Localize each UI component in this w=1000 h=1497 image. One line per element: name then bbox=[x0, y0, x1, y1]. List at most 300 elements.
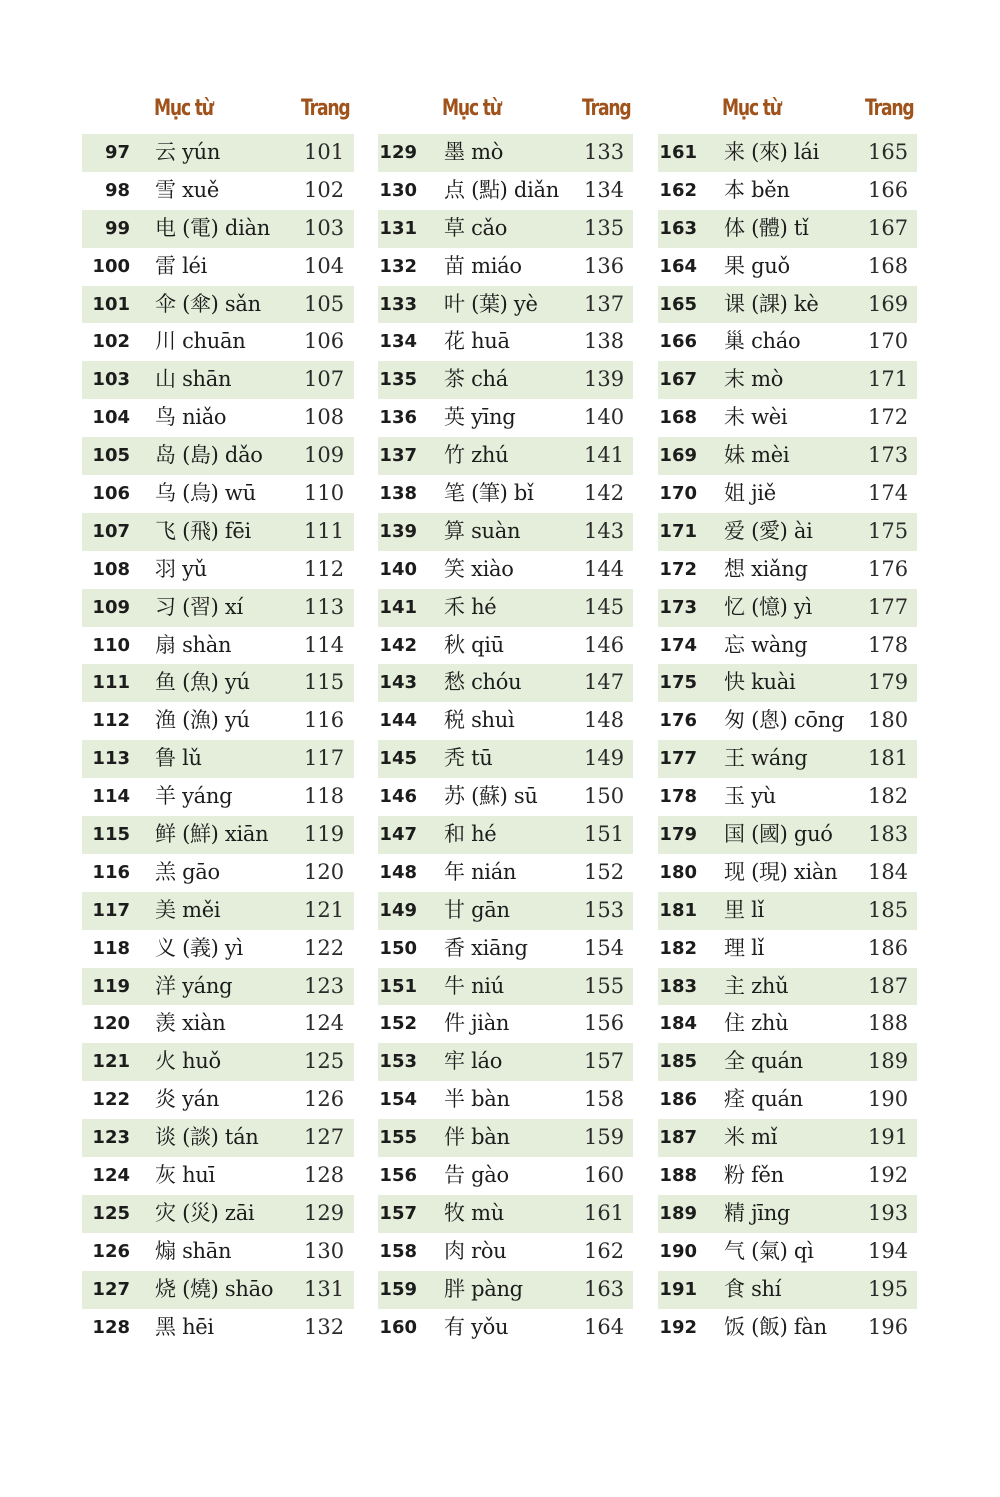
entry-number-cell bbox=[658, 1233, 697, 1271]
entry-page-number: 137 bbox=[584, 291, 625, 316]
entry-number-cell bbox=[658, 248, 697, 286]
entry-number: 118 bbox=[92, 937, 130, 959]
index-row bbox=[82, 778, 354, 816]
entry-page-number: 141 bbox=[584, 443, 625, 468]
entry-word: 习 (習) xí bbox=[155, 594, 243, 619]
entry-number: 186 bbox=[659, 1089, 697, 1111]
index-column-2 bbox=[378, 94, 633, 1347]
entry-word: 主 zhǔ bbox=[724, 973, 789, 998]
index-row bbox=[82, 968, 354, 1006]
entry-word: 渔 (漁) yú bbox=[155, 708, 250, 733]
entry-page-number: 180 bbox=[868, 708, 909, 733]
entry-word: 玉 yù bbox=[724, 784, 776, 809]
entry-page-number: 143 bbox=[584, 518, 625, 543]
entry-page-number: 185 bbox=[868, 897, 909, 922]
entry-number-cell bbox=[378, 589, 417, 627]
entry-word: 本 běn bbox=[724, 177, 790, 202]
entry-number-cell bbox=[658, 589, 697, 627]
entry-number: 187 bbox=[659, 1127, 697, 1149]
entry-word: 笑 xiào bbox=[444, 556, 514, 581]
index-row bbox=[378, 1309, 633, 1347]
index-row bbox=[658, 210, 917, 248]
index-row bbox=[82, 513, 354, 551]
entry-number-cell bbox=[378, 854, 417, 892]
entry-number: 166 bbox=[659, 331, 697, 353]
entry-number-cell bbox=[378, 1157, 417, 1195]
entry-page-number: 104 bbox=[304, 253, 345, 278]
entry-number: 129 bbox=[379, 142, 417, 163]
entry-word: 精 jīng bbox=[724, 1200, 791, 1225]
entry-number-cell bbox=[82, 854, 130, 892]
entry-number-cell bbox=[658, 475, 697, 513]
entry-number-cell bbox=[82, 778, 130, 816]
entry-number: 135 bbox=[379, 369, 417, 391]
entry-number: 130 bbox=[379, 179, 417, 201]
entry-number-cell bbox=[378, 361, 417, 399]
entry-word: 火 huǒ bbox=[155, 1049, 221, 1074]
header-entry-label: Mục từ bbox=[722, 96, 781, 121]
entry-page-number: 175 bbox=[868, 518, 909, 543]
entry-word: 扇 shàn bbox=[155, 632, 232, 657]
entry-number-cell bbox=[378, 323, 417, 361]
entry-page-number: 191 bbox=[868, 1125, 909, 1150]
entry-page-number: 174 bbox=[868, 481, 909, 506]
entry-page-number: 156 bbox=[584, 1011, 625, 1036]
entry-number-cell bbox=[378, 286, 417, 324]
entry-number-cell bbox=[658, 778, 697, 816]
entry-number-cell bbox=[82, 816, 130, 854]
entry-page-number: 158 bbox=[584, 1087, 625, 1112]
entry-number-cell bbox=[378, 1119, 417, 1157]
entry-page-number: 167 bbox=[868, 215, 909, 240]
entry-page-number: 138 bbox=[584, 329, 625, 354]
entry-number-cell bbox=[658, 286, 697, 324]
entry-number: 149 bbox=[379, 899, 417, 921]
entry-number-cell bbox=[82, 1233, 130, 1271]
entry-word: 痊 quán bbox=[724, 1087, 803, 1112]
entry-word: 年 nián bbox=[444, 859, 517, 884]
entry-number: 134 bbox=[379, 331, 417, 353]
entry-number: 140 bbox=[379, 558, 417, 580]
entry-word: 告 gào bbox=[444, 1163, 509, 1188]
entry-number-cell bbox=[658, 172, 697, 210]
entry-word: 黑 hēi bbox=[155, 1314, 214, 1339]
entry-number: 99 bbox=[104, 217, 130, 239]
index-row bbox=[658, 134, 917, 172]
index-row bbox=[658, 361, 917, 399]
entry-word: 炎 yán bbox=[155, 1087, 220, 1112]
index-row bbox=[658, 513, 917, 551]
entry-number: 117 bbox=[92, 899, 130, 921]
entry-number: 126 bbox=[92, 1240, 130, 1262]
entry-page-number: 160 bbox=[584, 1163, 625, 1188]
entry-word: 竹 zhú bbox=[444, 443, 509, 468]
entry-page-number: 161 bbox=[584, 1200, 625, 1225]
entry-number: 169 bbox=[659, 445, 697, 467]
entry-word: 现 (現) xiàn bbox=[724, 859, 838, 884]
index-row bbox=[82, 551, 354, 589]
entry-number: 146 bbox=[379, 786, 417, 808]
entry-page-number: 153 bbox=[584, 897, 625, 922]
entry-word: 笔 (筆) bǐ bbox=[444, 481, 534, 506]
entry-word: 云 yún bbox=[155, 140, 221, 164]
entry-page-number: 157 bbox=[584, 1049, 625, 1074]
index-row bbox=[658, 551, 917, 589]
entry-page-number: 118 bbox=[304, 784, 345, 809]
entry-page-number: 136 bbox=[584, 253, 625, 278]
entry-number-cell bbox=[82, 361, 130, 399]
entry-number-cell bbox=[658, 399, 697, 437]
entry-number: 191 bbox=[659, 1278, 697, 1300]
index-row bbox=[82, 172, 354, 210]
entry-number-cell bbox=[82, 930, 130, 968]
index-row bbox=[658, 968, 917, 1006]
entry-word: 来 (來) lái bbox=[724, 140, 819, 164]
entry-number: 123 bbox=[92, 1127, 130, 1149]
entry-word: 王 wáng bbox=[724, 746, 808, 771]
entry-number: 151 bbox=[379, 975, 417, 997]
index-row bbox=[658, 1119, 917, 1157]
entry-word: 愁 chóu bbox=[444, 670, 522, 695]
entry-number: 113 bbox=[92, 748, 130, 770]
entry-number: 101 bbox=[92, 293, 130, 315]
entry-page-number: 113 bbox=[304, 594, 345, 619]
entry-number-cell bbox=[658, 968, 697, 1006]
index-row bbox=[82, 323, 354, 361]
entry-number: 115 bbox=[92, 824, 130, 846]
entry-page-number: 169 bbox=[868, 291, 909, 316]
entry-number-cell bbox=[82, 437, 130, 475]
entry-number-cell bbox=[658, 664, 697, 702]
entry-number: 124 bbox=[92, 1165, 130, 1187]
entry-page-number: 159 bbox=[584, 1125, 625, 1150]
entry-word: 米 mǐ bbox=[724, 1125, 778, 1150]
entry-number-cell bbox=[378, 210, 417, 248]
index-row bbox=[658, 627, 917, 665]
index-row bbox=[82, 286, 354, 324]
index-row bbox=[378, 740, 633, 778]
entry-word: 鱼 (魚) yú bbox=[155, 670, 250, 695]
entry-page-number: 152 bbox=[584, 859, 625, 884]
entry-page-number: 135 bbox=[584, 215, 625, 240]
entry-number: 141 bbox=[379, 596, 417, 618]
entry-word: 雷 léi bbox=[155, 253, 208, 278]
entry-number: 133 bbox=[379, 293, 417, 315]
index-row bbox=[658, 1081, 917, 1119]
entry-number: 111 bbox=[92, 672, 130, 694]
entry-number: 153 bbox=[379, 1051, 417, 1073]
entry-number-cell bbox=[378, 1233, 417, 1271]
entry-number-cell bbox=[82, 589, 130, 627]
entry-number-cell bbox=[82, 1043, 130, 1081]
entry-word: 理 lǐ bbox=[724, 935, 764, 960]
entry-word: 香 xiāng bbox=[444, 935, 528, 960]
entry-page-number: 184 bbox=[868, 859, 909, 884]
entry-word: 秋 qiū bbox=[444, 632, 504, 657]
entry-number-cell bbox=[658, 134, 697, 172]
index-row bbox=[658, 172, 917, 210]
entry-word: 草 cǎo bbox=[444, 215, 508, 240]
entry-number-cell bbox=[82, 664, 130, 702]
index-row bbox=[658, 437, 917, 475]
entry-page-number: 110 bbox=[304, 481, 345, 506]
entry-word: 义 (義) yì bbox=[155, 935, 243, 960]
entry-number: 190 bbox=[659, 1240, 697, 1262]
entry-number-cell bbox=[658, 361, 697, 399]
index-row bbox=[378, 286, 633, 324]
index-row bbox=[658, 399, 917, 437]
entry-number: 164 bbox=[659, 255, 697, 277]
entry-word: 半 bàn bbox=[444, 1087, 510, 1112]
entry-number-cell bbox=[82, 1081, 130, 1119]
entry-number-cell bbox=[378, 1081, 417, 1119]
entry-number: 180 bbox=[659, 861, 697, 883]
index-row bbox=[658, 1271, 917, 1309]
entry-number-cell bbox=[82, 1309, 130, 1347]
entry-page-number: 107 bbox=[304, 367, 345, 392]
entry-word: 雪 xuě bbox=[155, 177, 219, 202]
entry-page-number: 133 bbox=[584, 140, 625, 164]
index-row bbox=[378, 361, 633, 399]
entry-number: 142 bbox=[379, 634, 417, 656]
index-row bbox=[378, 1043, 633, 1081]
entry-number-cell bbox=[658, 210, 697, 248]
entry-number: 137 bbox=[379, 445, 417, 467]
entry-number: 103 bbox=[92, 369, 130, 391]
entry-number-cell bbox=[82, 248, 130, 286]
entry-number: 100 bbox=[92, 255, 130, 277]
index-row bbox=[378, 892, 633, 930]
index-row bbox=[82, 930, 354, 968]
entry-number-cell bbox=[82, 892, 130, 930]
entry-page-number: 106 bbox=[304, 329, 345, 354]
column-header bbox=[378, 94, 633, 134]
column-header bbox=[82, 94, 354, 134]
entry-number-cell bbox=[82, 627, 130, 665]
index-row bbox=[378, 589, 633, 627]
entry-page-number: 119 bbox=[304, 822, 345, 847]
index-row bbox=[378, 134, 633, 172]
entry-word: 里 lǐ bbox=[724, 897, 764, 922]
entry-word: 美 měi bbox=[155, 897, 221, 922]
entry-number-cell bbox=[82, 134, 130, 172]
entry-page-number: 171 bbox=[868, 367, 909, 392]
entry-number-cell bbox=[658, 437, 697, 475]
entry-word: 苏 (蘇) sū bbox=[444, 784, 538, 809]
entry-number: 160 bbox=[379, 1316, 417, 1338]
entry-page-number: 155 bbox=[584, 973, 625, 998]
entry-number-cell bbox=[378, 892, 417, 930]
index-row bbox=[378, 210, 633, 248]
index-row bbox=[82, 134, 354, 172]
index-row bbox=[658, 475, 917, 513]
index-row bbox=[378, 1271, 633, 1309]
entry-page-number: 165 bbox=[868, 140, 909, 164]
entry-page-number: 147 bbox=[584, 670, 625, 695]
entry-number: 148 bbox=[379, 861, 417, 883]
index-row bbox=[658, 740, 917, 778]
entry-word: 胖 pàng bbox=[444, 1276, 523, 1301]
entry-number-cell bbox=[82, 1157, 130, 1195]
entry-page-number: 146 bbox=[584, 632, 625, 657]
entry-number: 119 bbox=[92, 975, 130, 997]
index-row bbox=[378, 248, 633, 286]
entry-page-number: 111 bbox=[304, 518, 345, 543]
index-row bbox=[658, 323, 917, 361]
entry-number-cell bbox=[658, 740, 697, 778]
entry-page-number: 102 bbox=[304, 177, 345, 202]
entry-number-cell bbox=[658, 1309, 697, 1347]
entry-word: 气 (氣) qì bbox=[724, 1238, 814, 1263]
entry-page-number: 148 bbox=[584, 708, 625, 733]
entry-page-number: 194 bbox=[868, 1238, 909, 1263]
entry-word: 妹 mèi bbox=[724, 443, 790, 468]
entry-page-number: 183 bbox=[868, 822, 909, 847]
entry-number: 162 bbox=[659, 179, 697, 201]
entry-word: 牧 mù bbox=[444, 1200, 504, 1225]
entry-word: 电 (電) diàn bbox=[155, 215, 270, 240]
entry-word: 苗 miáo bbox=[444, 253, 522, 278]
index-column-1 bbox=[82, 94, 354, 1347]
entry-number: 144 bbox=[379, 710, 417, 732]
entry-word: 点 (點) diǎn bbox=[444, 177, 559, 202]
index-row bbox=[82, 248, 354, 286]
entry-number-cell bbox=[82, 286, 130, 324]
entry-word: 件 jiàn bbox=[444, 1011, 510, 1036]
entry-number-cell bbox=[658, 1157, 697, 1195]
entry-page-number: 186 bbox=[868, 935, 909, 960]
entry-number-cell bbox=[378, 664, 417, 702]
index-row bbox=[658, 892, 917, 930]
entry-number: 131 bbox=[379, 217, 417, 239]
entry-number-cell bbox=[82, 210, 130, 248]
entry-word: 饭 (飯) fàn bbox=[724, 1314, 827, 1339]
entry-page-number: 114 bbox=[304, 632, 345, 657]
entry-word: 鲁 lǔ bbox=[155, 746, 202, 771]
index-row bbox=[658, 1157, 917, 1195]
index-row bbox=[658, 664, 917, 702]
index-row bbox=[378, 664, 633, 702]
entry-number-cell bbox=[658, 930, 697, 968]
entry-number-cell bbox=[378, 248, 417, 286]
index-row bbox=[82, 854, 354, 892]
entry-page-number: 163 bbox=[584, 1276, 625, 1301]
entry-word: 食 shí bbox=[724, 1276, 782, 1301]
entry-number: 136 bbox=[379, 407, 417, 429]
entry-number-cell bbox=[82, 968, 130, 1006]
entry-number: 168 bbox=[659, 407, 697, 429]
index-row bbox=[378, 968, 633, 1006]
entry-number-cell bbox=[378, 437, 417, 475]
entry-page-number: 126 bbox=[304, 1087, 345, 1112]
entry-page-number: 121 bbox=[304, 897, 345, 922]
entry-page-number: 103 bbox=[304, 215, 345, 240]
entry-word: 禾 hé bbox=[444, 594, 497, 619]
index-row bbox=[658, 1005, 917, 1043]
entry-page-number: 132 bbox=[304, 1314, 345, 1339]
entry-number: 163 bbox=[659, 217, 697, 239]
entry-number: 107 bbox=[92, 520, 130, 542]
index-row bbox=[82, 1195, 354, 1233]
entry-number: 150 bbox=[379, 937, 417, 959]
entry-number: 184 bbox=[659, 1013, 697, 1035]
entry-word: 果 guǒ bbox=[724, 253, 790, 278]
entry-page-number: 178 bbox=[868, 632, 909, 657]
index-row bbox=[658, 589, 917, 627]
entry-number-cell bbox=[82, 323, 130, 361]
entry-word: 肉 ròu bbox=[444, 1238, 507, 1263]
entry-word: 谈 (談) tán bbox=[155, 1125, 259, 1150]
index-row bbox=[378, 1081, 633, 1119]
header-entry-label: Mục từ bbox=[154, 96, 213, 121]
index-row bbox=[378, 437, 633, 475]
entry-word: 和 hé bbox=[444, 822, 497, 847]
entry-number: 158 bbox=[379, 1240, 417, 1262]
index-row bbox=[82, 589, 354, 627]
entry-word: 飞 (飛) fēi bbox=[155, 518, 251, 543]
index-row bbox=[378, 551, 633, 589]
entry-word: 洋 yáng bbox=[155, 973, 233, 998]
entry-number: 152 bbox=[379, 1013, 417, 1035]
entry-number: 181 bbox=[659, 899, 697, 921]
entry-word: 粉 fěn bbox=[724, 1163, 784, 1188]
entry-page-number: 129 bbox=[304, 1200, 345, 1225]
entry-number-cell bbox=[658, 551, 697, 589]
entry-page-number: 189 bbox=[868, 1049, 909, 1074]
index-row bbox=[378, 627, 633, 665]
index-row bbox=[82, 437, 354, 475]
entry-word: 秃 tū bbox=[444, 746, 493, 771]
index-row bbox=[378, 399, 633, 437]
entry-page-number: 130 bbox=[304, 1238, 345, 1263]
index-row bbox=[658, 702, 917, 740]
entry-word: 羽 yǔ bbox=[155, 556, 207, 581]
index-row bbox=[82, 740, 354, 778]
entry-number-cell bbox=[378, 740, 417, 778]
entry-page-number: 195 bbox=[868, 1276, 909, 1301]
index-row bbox=[82, 892, 354, 930]
entry-word: 想 xiǎng bbox=[724, 556, 808, 581]
column-header bbox=[658, 94, 917, 134]
entry-word: 花 huā bbox=[444, 329, 510, 354]
entry-number: 172 bbox=[659, 558, 697, 580]
entry-word: 牢 láo bbox=[444, 1049, 503, 1074]
entry-number-cell bbox=[82, 513, 130, 551]
entry-number: 170 bbox=[659, 483, 697, 505]
entry-word: 忘 wàng bbox=[724, 632, 808, 657]
entry-page-number: 164 bbox=[584, 1314, 625, 1339]
entry-number: 192 bbox=[659, 1316, 697, 1338]
entry-word: 伴 bàn bbox=[444, 1125, 510, 1150]
entry-page-number: 149 bbox=[584, 746, 625, 771]
entry-number: 159 bbox=[379, 1278, 417, 1300]
entry-number-cell bbox=[658, 627, 697, 665]
entry-number: 127 bbox=[92, 1278, 130, 1300]
entry-number: 112 bbox=[92, 710, 130, 732]
entry-number: 132 bbox=[379, 255, 417, 277]
entry-number: 161 bbox=[659, 142, 697, 163]
entry-number-cell bbox=[378, 1005, 417, 1043]
entry-page-number: 120 bbox=[304, 859, 345, 884]
entry-number-cell bbox=[658, 1005, 697, 1043]
entry-number-cell bbox=[378, 968, 417, 1006]
entry-number: 98 bbox=[104, 179, 130, 201]
entry-number: 179 bbox=[659, 824, 697, 846]
entry-number-cell bbox=[378, 1271, 417, 1309]
index-row bbox=[82, 210, 354, 248]
entry-page-number: 134 bbox=[584, 177, 625, 202]
entry-number: 182 bbox=[659, 937, 697, 959]
